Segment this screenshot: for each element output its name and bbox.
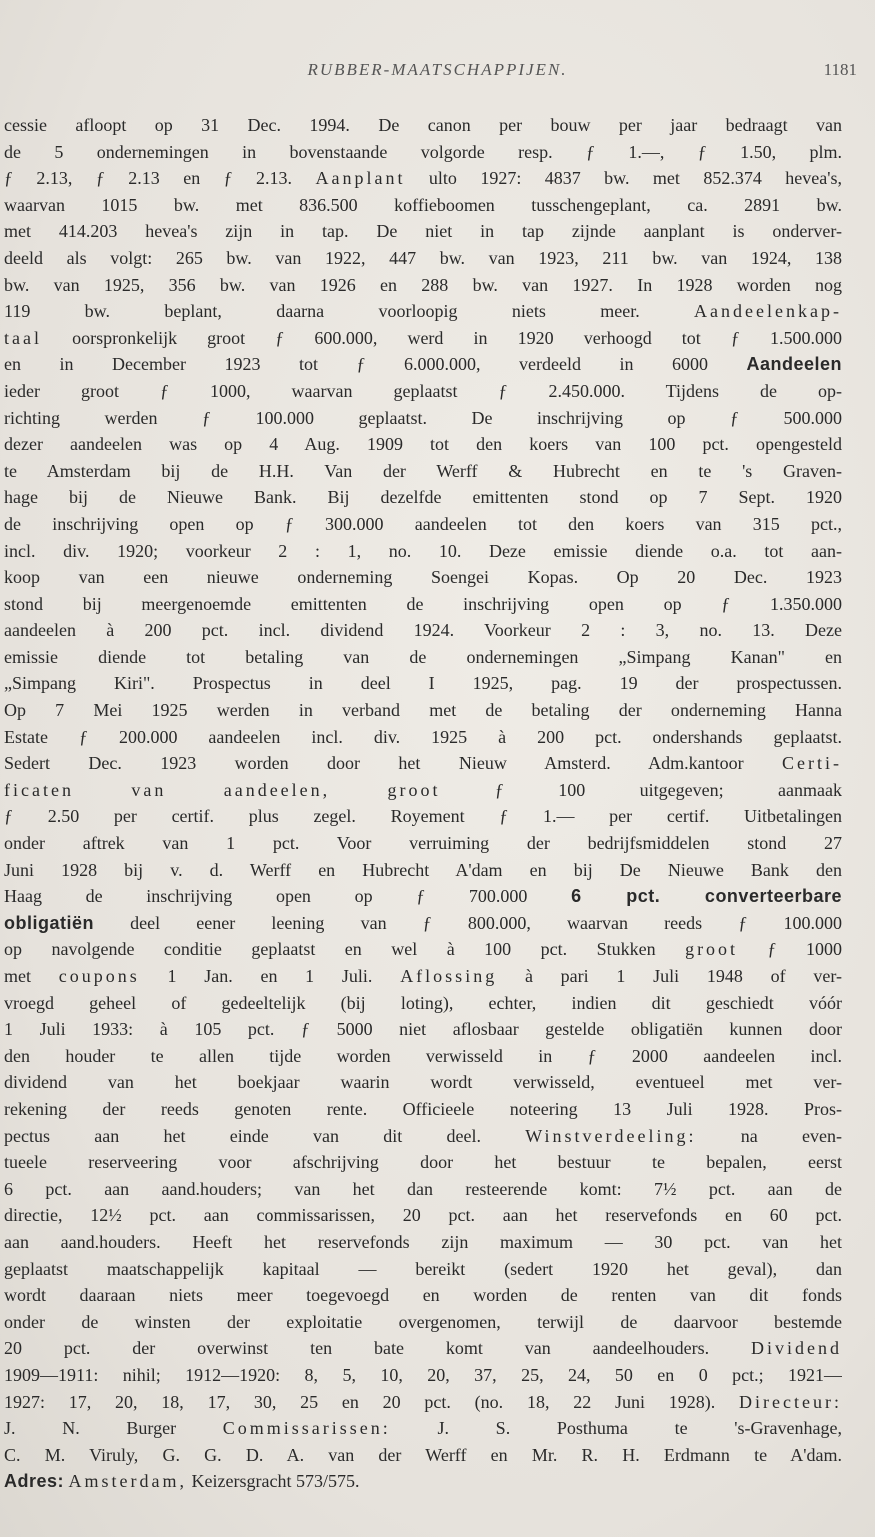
text-run: ƒ 1000 <box>738 939 842 960</box>
text-run: onder de winsten der exploitatie overgenomen, terwijl de daarvoor bestemde <box>4 1311 842 1332</box>
spaced-term: Aanplant <box>315 168 406 189</box>
text-run: rekening der reeds genoten rente. Officieele noteering 13 Juli 1928. Pros- <box>4 1098 842 1119</box>
text-line <box>4 857 842 884</box>
text-line <box>4 1309 842 1336</box>
text-run: directie, 12½ pct. aan commissarissen, 20 pct. aan het reservefonds en 60 pct. <box>4 1205 842 1226</box>
text-line <box>4 1123 842 1150</box>
text-line <box>4 1069 842 1096</box>
text-run: 1 Jan. en 1 Juli. <box>139 966 401 986</box>
text-run: geplaatst maatschappelijk kapitaal — bereikt (sedert 1920 het geval), dan <box>4 1258 842 1279</box>
text-run: tueele reserveering voor afschrijving door het bestuur te bepalen, eerst <box>4 1152 842 1173</box>
text-line <box>4 1043 842 1070</box>
text-run: oorspronkelijk groot ƒ 600.000, werd in 1920 verhoogd tot ƒ 1.500.000 <box>41 327 842 348</box>
text-run: ƒ 2.13, ƒ 2.13 en ƒ 2.13. <box>4 168 316 189</box>
text-line <box>4 990 842 1017</box>
text-line <box>4 777 842 804</box>
text-line <box>4 218 842 245</box>
spaced-term: taal <box>4 327 42 348</box>
running-head: RUBBER-MAATSCHAPPIJEN. <box>307 60 568 79</box>
spaced-term: Dividend <box>751 1338 842 1359</box>
text-run: na even- <box>696 1125 842 1146</box>
spaced-term: ficaten van aandeelen, groot <box>4 779 441 800</box>
text-run: Estate ƒ 200.000 aandeelen incl. div. 1925 à 200 pct. ondershands geplaatst. <box>4 726 842 747</box>
text-run: „Simpang Kiri". Prospectus in deel I 1925, pag. 19 der prospectussen. <box>4 673 842 694</box>
text-run: en in December 1923 tot ƒ 6.000.000, verdeeld in 6000 <box>4 354 747 375</box>
text-run: ulto 1927: 4837 bw. met 852.374 hevea's, <box>405 168 842 189</box>
text-line <box>4 1282 842 1309</box>
text-line <box>4 564 842 591</box>
text-run: J. N. Burger <box>4 1418 223 1439</box>
spaced-term: Certi- <box>782 753 842 774</box>
text-line <box>4 617 842 644</box>
text-line <box>4 378 842 405</box>
text-run: koop van een nieuwe onderneming Soengei Kopas. Op 20 Dec. 1923 <box>4 567 842 588</box>
text-line <box>4 1335 842 1362</box>
text-line <box>4 1468 842 1495</box>
spaced-term: Directeur: <box>739 1391 842 1412</box>
text-run: 1927: 17, 20, 18, 17, 30, 25 en 20 pct. (no. 18, 22 Juni 1928). <box>4 1391 740 1412</box>
text-line <box>4 351 842 378</box>
spaced-term: groot <box>685 939 739 960</box>
text-run: onder aftrek van 1 pct. Voor verruiming der bedrijfsmiddelen stond 27 <box>4 833 842 854</box>
text-run: cessie afloopt op 31 Dec. 1994. De canon per bouw per jaar bedraagt van <box>4 115 842 135</box>
text-line <box>4 803 842 830</box>
text-line <box>4 883 842 910</box>
text-line <box>4 112 842 139</box>
text-run: 1909—1911: nihil; 1912—1920: 8, 5, 10, 20, 37, 25, 24, 50 en 0 pct.; 1921— <box>4 1364 842 1385</box>
text-line <box>4 591 842 618</box>
page-header <box>0 60 875 86</box>
text-run: ƒ 2.50 per certif. plus zegel. Royement ƒ 1.— per certif. Uitbetalingen <box>4 806 842 827</box>
text-line <box>4 538 842 565</box>
text-run: 20 pct. der overwinst ten bate komt van aandeelhouders. <box>4 1338 751 1359</box>
text-run: pectus aan het einde van dit deel. <box>4 1125 526 1146</box>
text-run: wordt daaraan niets meer toegevoegd en worden de renten van dit fonds <box>4 1285 842 1306</box>
text-line <box>4 936 842 963</box>
spaced-term: Amsterdam, <box>68 1471 187 1492</box>
text-run: deeld als volgt: 265 bw. van 1922, 447 bw. van 1923, 211 bw. van 1924, 138 <box>4 247 842 268</box>
bold-term: obligatiën <box>4 912 94 933</box>
spaced-term: Aandeelenkap- <box>694 301 842 322</box>
text-line <box>4 1176 842 1203</box>
text-run: Juni 1928 bij v. d. Werff en Hubrecht A'dam en bij De Nieuwe Bank den <box>4 859 842 880</box>
text-line <box>4 1256 842 1283</box>
text-line <box>4 484 842 511</box>
text-line <box>4 1389 842 1416</box>
text-run: bw. van 1925, 356 bw. van 1926 en 288 bw. van 1927. In 1928 worden nog <box>4 274 842 295</box>
text-line <box>4 298 842 325</box>
text-run: met <box>4 966 59 986</box>
text-line <box>4 431 842 458</box>
text-run: de 5 ondernemingen in bovenstaande volgorde resp. ƒ 1.—, ƒ 1.50, plm. <box>4 141 842 162</box>
text-line <box>4 1149 842 1176</box>
spaced-term: Winstverdeeling: <box>525 1125 697 1146</box>
text-run: ieder groot ƒ 1000, waarvan geplaatst ƒ 2.450.000. Tijdens de op- <box>4 380 842 401</box>
page-number: 1181 <box>823 60 857 79</box>
text-line <box>4 1362 842 1389</box>
text-run: te Amsterdam bij de H.H. Van der Werff & Hubrecht en te 's Graven- <box>4 460 842 481</box>
text-line <box>4 724 842 751</box>
text-run: deel eener leening van ƒ 800.000, waarvan reeds ƒ 100.000 <box>94 912 842 933</box>
text-run: met 414.203 hevea's zijn in tap. De niet in tap zijnde aanplant is onderver- <box>4 221 842 242</box>
text-run: emissie diende tot betaling van de ondernemingen „Simpang Kanan" en <box>4 646 842 667</box>
spaced-term: Commissarissen: <box>222 1418 391 1439</box>
bold-term: Adres: <box>4 1471 65 1492</box>
text-run: à pari 1 Juli 1948 of ver- <box>497 966 842 986</box>
text-run: aandeelen à 200 pct. incl. dividend 1924. Voorkeur 2 : 3, no. 13. Deze <box>4 620 842 641</box>
bold-term: 6 pct. converteerbare <box>571 886 842 907</box>
text-line <box>4 697 842 724</box>
text-run: dezer aandeelen was op 4 Aug. 1909 tot den koers van 100 pct. opengesteld <box>4 434 842 455</box>
text-line <box>4 644 842 671</box>
text-run: incl. div. 1920; voorkeur 2 : 1, no. 10. Deze emissie diende o.a. tot aan- <box>4 540 842 561</box>
text-run: Keizersgracht 573/575. <box>187 1471 360 1492</box>
text-run: waarvan 1015 bw. met 836.500 koffieboomen tusschengeplant, ca. 2891 bw. <box>4 194 842 215</box>
text-line <box>4 272 842 299</box>
text-run: aan aand.houders. Heeft het reservefonds zijn maximum — 30 pct. van het <box>4 1231 842 1252</box>
text-run: richting werden ƒ 100.000 geplaatst. De inschrijving op ƒ 500.000 <box>4 407 842 428</box>
text-line <box>4 458 842 485</box>
bold-term: Aandeelen <box>746 354 842 375</box>
text-run: stond bij meergenoemde emittenten de inschrijving open op ƒ 1.350.000 <box>4 593 842 614</box>
text-line <box>4 511 842 538</box>
text-line <box>4 910 842 937</box>
text-line <box>4 1096 842 1123</box>
text-line <box>4 405 842 432</box>
text-line <box>4 192 842 219</box>
text-run: 1 Juli 1933: à 105 pct. ƒ 5000 niet aflosbaar gestelde obligatiën kunnen door <box>4 1019 842 1040</box>
text-run: op navolgende conditie geplaatst en wel à 100 pct. Stukken <box>4 939 686 960</box>
text-run: dividend van het boekjaar waarin wordt verwisseld, eventueel met ver- <box>4 1072 842 1093</box>
text-line <box>4 750 842 777</box>
spaced-term: Aflossing <box>400 966 498 986</box>
text-run: hage bij de Nieuwe Bank. Bij dezelfde emittenten stond op 7 Sept. 1920 <box>4 487 842 508</box>
text-run: vroegd geheel of gedeeltelijk (bij loting), echter, indien dit geschiedt vóór <box>4 992 842 1013</box>
text-run: Sedert Dec. 1923 worden door het Nieuw Amsterd. Adm.kantoor <box>4 753 782 774</box>
text-line <box>4 1202 842 1229</box>
text-line <box>4 830 842 857</box>
text-line <box>4 1016 842 1043</box>
spaced-term: coupons <box>58 966 140 986</box>
text-line <box>4 245 842 272</box>
text-run: 6 pct. aan aand.houders; van het dan resteerende komt: 7½ pct. aan de <box>4 1178 842 1199</box>
text-line <box>4 1229 842 1256</box>
text-run: 119 bw. beplant, daarna voorloopig niets meer. <box>4 301 695 322</box>
text-line <box>4 1415 842 1442</box>
body-text <box>4 112 842 1495</box>
text-line <box>4 1442 842 1469</box>
text-run: C. M. Viruly, G. G. D. A. van der Werff en Mr. R. H. Erdmann te A'dam. <box>4 1444 842 1465</box>
text-line <box>4 670 842 697</box>
text-line <box>4 325 842 352</box>
text-run: J. S. Posthuma te 's-Gravenhage, <box>390 1418 842 1439</box>
text-run: ƒ 100 uitgegeven; aanmaak <box>440 779 842 800</box>
text-run: de inschrijving open op ƒ 300.000 aandeelen tot den koers van 315 pct., <box>4 513 842 534</box>
text-line <box>4 963 842 990</box>
text-run: Haag de inschrijving open op ƒ 700.000 <box>4 886 572 907</box>
text-run: den houder te allen tijde worden verwisseld in ƒ 2000 aandeelen incl. <box>4 1045 842 1066</box>
text-line <box>4 165 842 192</box>
text-line <box>4 139 842 166</box>
text-run: Op 7 Mei 1925 werden in verband met de betaling der onderneming Hanna <box>4 700 842 721</box>
